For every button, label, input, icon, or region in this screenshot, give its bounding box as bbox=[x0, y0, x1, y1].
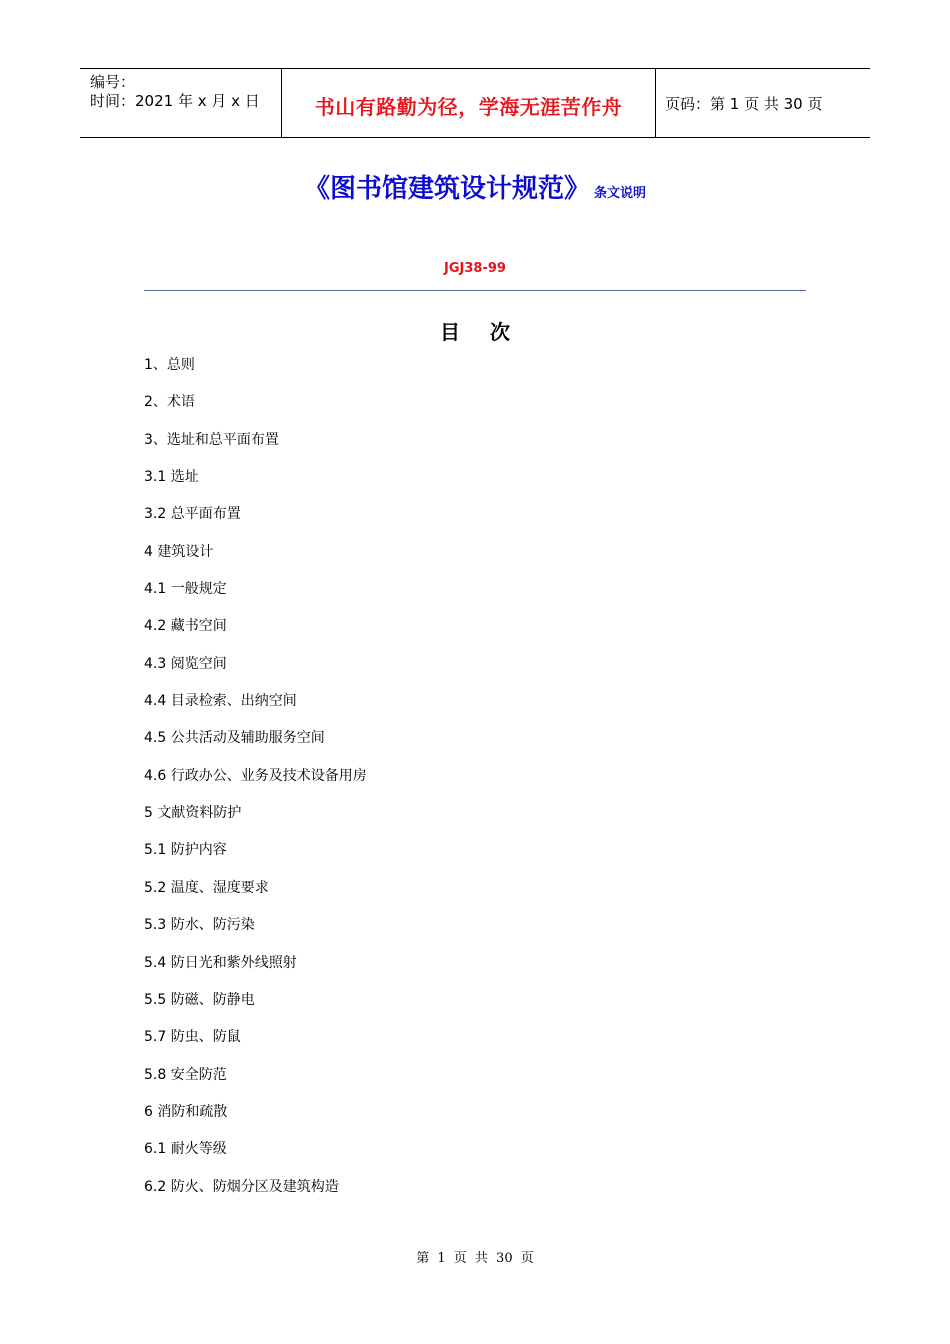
toc-item bbox=[144, 430, 367, 467]
toc-item-text: 一般规定 bbox=[166, 581, 227, 598]
toc-item-number: 5.2 bbox=[144, 879, 167, 896]
standard-code: JGJ38-99 bbox=[444, 261, 506, 276]
toc-item-number: 5.3 bbox=[144, 917, 167, 934]
toc-item bbox=[144, 1139, 367, 1176]
time-label: 时间：2021 年 x 月 x 日 bbox=[90, 92, 260, 110]
toc-item-text: 、总则 bbox=[152, 357, 195, 373]
toc-item-text: 目录检索、出纳空间 bbox=[166, 693, 297, 710]
toc-item-number: 6 bbox=[144, 1103, 153, 1120]
toc-item-text: 行政办公、业务及技术设备用房 bbox=[166, 767, 367, 784]
toc-item bbox=[144, 467, 367, 504]
toc-item bbox=[144, 1027, 367, 1064]
toc-item bbox=[144, 616, 367, 653]
toc-item bbox=[144, 1065, 367, 1102]
toc-item-number: 5.7 bbox=[144, 1029, 167, 1046]
toc-item-text: 公共活动及辅助服务空间 bbox=[166, 730, 325, 747]
serial-label: 编号： bbox=[90, 73, 136, 91]
header-page-cell bbox=[655, 69, 870, 137]
title-main: 《图书馆建筑设计规范》 bbox=[303, 174, 590, 204]
document-title bbox=[0, 168, 950, 205]
toc-item-number: 4.2 bbox=[144, 618, 167, 635]
toc-item bbox=[144, 1102, 367, 1139]
toc-item bbox=[144, 1177, 367, 1214]
toc-item-text: 文献资料防护 bbox=[152, 805, 242, 822]
toc-item bbox=[144, 392, 367, 429]
toc-item bbox=[144, 728, 367, 765]
toc-item-text: 温度、湿度要求 bbox=[166, 879, 269, 896]
toc-item-text: 防护内容 bbox=[166, 842, 227, 859]
toc-item bbox=[144, 840, 367, 877]
header-table bbox=[80, 68, 870, 138]
toc-item-number: 1 bbox=[144, 357, 153, 373]
toc-item-text: 防磁、防静电 bbox=[166, 991, 255, 1008]
toc-item bbox=[144, 915, 367, 952]
toc-item-number: 5.1 bbox=[144, 842, 167, 859]
toc-item-text: 、选址和总平面布置 bbox=[152, 431, 279, 448]
divider-line bbox=[144, 290, 806, 291]
toc-item-number: 3.1 bbox=[144, 469, 167, 486]
toc-item-text: 阅览空间 bbox=[166, 655, 227, 672]
toc-item-text: 、术语 bbox=[152, 394, 195, 411]
toc-item-text: 藏书空间 bbox=[166, 618, 227, 635]
toc-item-number: 5 bbox=[144, 805, 153, 822]
table-of-contents bbox=[144, 355, 367, 1214]
page-info: 页码：第 1 页 共 30 页 bbox=[665, 95, 823, 113]
toc-item-number: 5.5 bbox=[144, 991, 167, 1008]
toc-item-text: 安全防范 bbox=[166, 1066, 227, 1083]
toc-item bbox=[144, 579, 367, 616]
toc-item-text: 防火、防烟分区及建筑构造 bbox=[166, 1178, 339, 1195]
toc-item bbox=[144, 504, 367, 541]
toc-item bbox=[144, 542, 367, 579]
toc-item-number: 2 bbox=[144, 394, 153, 411]
toc-item-text: 防水、防污染 bbox=[166, 917, 255, 934]
toc-item-number: 4.3 bbox=[144, 655, 167, 672]
title-sub: 条文说明 bbox=[594, 186, 647, 201]
toc-item-text: 总平面布置 bbox=[166, 506, 241, 523]
toc-item-number: 3.2 bbox=[144, 506, 167, 523]
toc-item-number: 4 bbox=[144, 543, 153, 560]
toc-item bbox=[144, 654, 367, 691]
header-motto-cell bbox=[281, 69, 656, 137]
toc-item bbox=[144, 766, 367, 803]
toc-item bbox=[144, 990, 367, 1027]
toc-item-number: 5.8 bbox=[144, 1066, 167, 1083]
page-footer: 第 1 页 共 30 页 bbox=[416, 1251, 534, 1266]
header-meta-cell bbox=[80, 69, 281, 137]
toc-item-text: 防日光和紫外线照射 bbox=[166, 954, 297, 971]
toc-item bbox=[144, 355, 367, 392]
toc-item-number: 6.2 bbox=[144, 1178, 167, 1195]
toc-item-text: 消防和疏散 bbox=[152, 1103, 228, 1120]
toc-item-number: 3 bbox=[144, 431, 153, 448]
toc-item bbox=[144, 803, 367, 840]
toc-item bbox=[144, 878, 367, 915]
toc-item bbox=[144, 691, 367, 728]
toc-item-text: 建筑设计 bbox=[152, 543, 214, 560]
toc-item-text: 防虫、防鼠 bbox=[166, 1029, 241, 1046]
toc-item-number: 4.5 bbox=[144, 730, 167, 747]
toc-item-text: 选址 bbox=[166, 469, 199, 486]
toc-item bbox=[144, 953, 367, 990]
toc-heading: 目次 bbox=[440, 320, 540, 344]
motto: 书山有路勤为径，学海无涯苦作舟 bbox=[314, 95, 623, 119]
toc-item-number: 4.1 bbox=[144, 581, 167, 598]
toc-item-number: 6.1 bbox=[144, 1141, 167, 1158]
toc-item-number: 4.6 bbox=[144, 767, 167, 784]
toc-item-text: 耐火等级 bbox=[166, 1141, 227, 1158]
toc-item-number: 4.4 bbox=[144, 693, 167, 710]
toc-item-number: 5.4 bbox=[144, 954, 167, 971]
